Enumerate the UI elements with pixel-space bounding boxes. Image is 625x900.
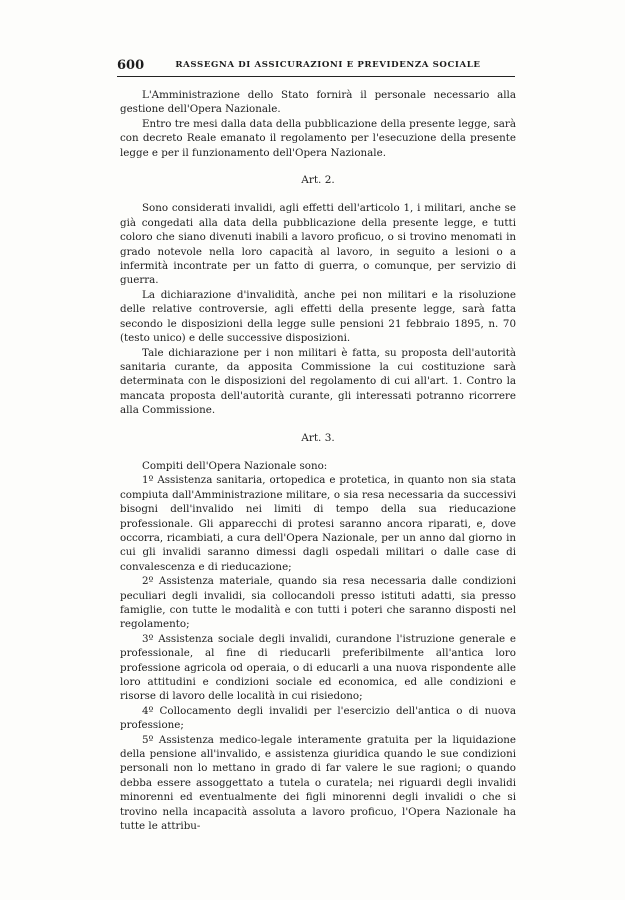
paragraph: Tale dichiarazione per i non militari è fatta, su proposta dell'autorità sanitaria curante, da apposita Commissione la cui costituzione sarà determinata con le disposizioni del regolamento di cui all'art. 1. Contro la mancata proposta dell'autorità curante, gli interessati potranno ricorrere alla Commissione. [120,346,516,417]
paragraph: La dichiarazione d'invalidità, anche pei non militari e la risoluzione delle relative controversie, agli effetti della presente legge, sarà fatta secondo le disposizioni della legge sulle pensioni 21 febbraio 1895, n. 70 (testo unico) e delle successive disposizioni. [120,288,516,345]
article-heading: Art. 2. [301,174,335,187]
paragraph: L'Amministrazione dello Stato fornirà il personale necessario alla gestione dell'Opera Nazionale. [120,89,516,116]
list-item: 4º Collocamento degli invalidi per l'esercizio dell'antica o di nuova professione; [120,704,516,732]
paragraph: Entro tre mesi dalla data della pubblicazione della presente legge, sarà con decreto Reale emanato il regolamento per l'esecuzione della presente legge e per il funzionamento dell'Opera Nazionale. [120,117,516,159]
body-text [120,88,516,834]
running-title: RASSEGNA DI ASSICURAZIONI E PREVIDENZA SOCIALE [175,60,481,70]
page-number: 600 [117,58,145,73]
running-header [117,58,515,77]
list-item: 3º Assistenza sociale degli invalidi, curandone l'istruzione generale e professionale, al fine di rieducarli preferibilmente all'antica loro professione agricola od operaia, o di educarli a una nuova rispondente alle loro attitudini e condizioni sociale ed economica, ed alle condizioni e risorse di lavoro delle località in cui risiedono; [120,632,516,703]
article-heading: Art. 3. [301,431,335,444]
list-item: 2º Assistenza materiale, quando sia resa necessaria dalle condizioni peculiari degli invalidi, sia collocandoli presso istituti adatti, sia presso famiglie, con tutte le modalità e con tutti i poteri che saranno disposti nel regolamento; [120,575,516,631]
paragraph: Sono considerati invalidi, agli effetti dell'articolo 1, i militari, anche se già congedati alla data della pubblicazione della presente legge, e tutti coloro che siano divenuti inabili a lavoro proficuo, o si trovino menomati in grado notevole nella loro capacità al lavoro, in seguito a lesioni o a infermità incontrate per un fatto di guerra, o comunque, per servizio di guerra. [120,202,516,287]
list-item: 5º Assistenza medico-legale interamente gratuita per la liquidazione della pensione all'invalido, e assistenza giuridica quando le sue condizioni personali non lo mettano in grado di far valere le sue ragioni; o quando debba essere assoggettato a tutela o curatela; nei riguardi degli invalidi minorenni ed eventualmente dei figli minorenni degli invalidi o che si trovino nella incapacità assoluta a lavoro proficuo, l'Opera Nazionale ha tutte le attribu- [120,733,516,833]
list-item: 1º Assistenza sanitaria, ortopedica e protetica, in quanto non sia stata compiuta dall'Amministrazione militare, o sia resa necessaria da successivi bisogni dell'invalido nei limiti di tempo della sua rieducazione professionale. Gli apparecchi di protesi saranno ancora riparati, e, dove occorra, ricambiati, a cura dell'Opera Nazionale, per un anno dal giorno in cui gli invalidi saranno dimessi dagli ospedali militari o dalle case di convalescenza e di rieducazione; [120,474,516,573]
paragraph: Compiti dell'Opera Nazionale sono: [142,459,328,472]
